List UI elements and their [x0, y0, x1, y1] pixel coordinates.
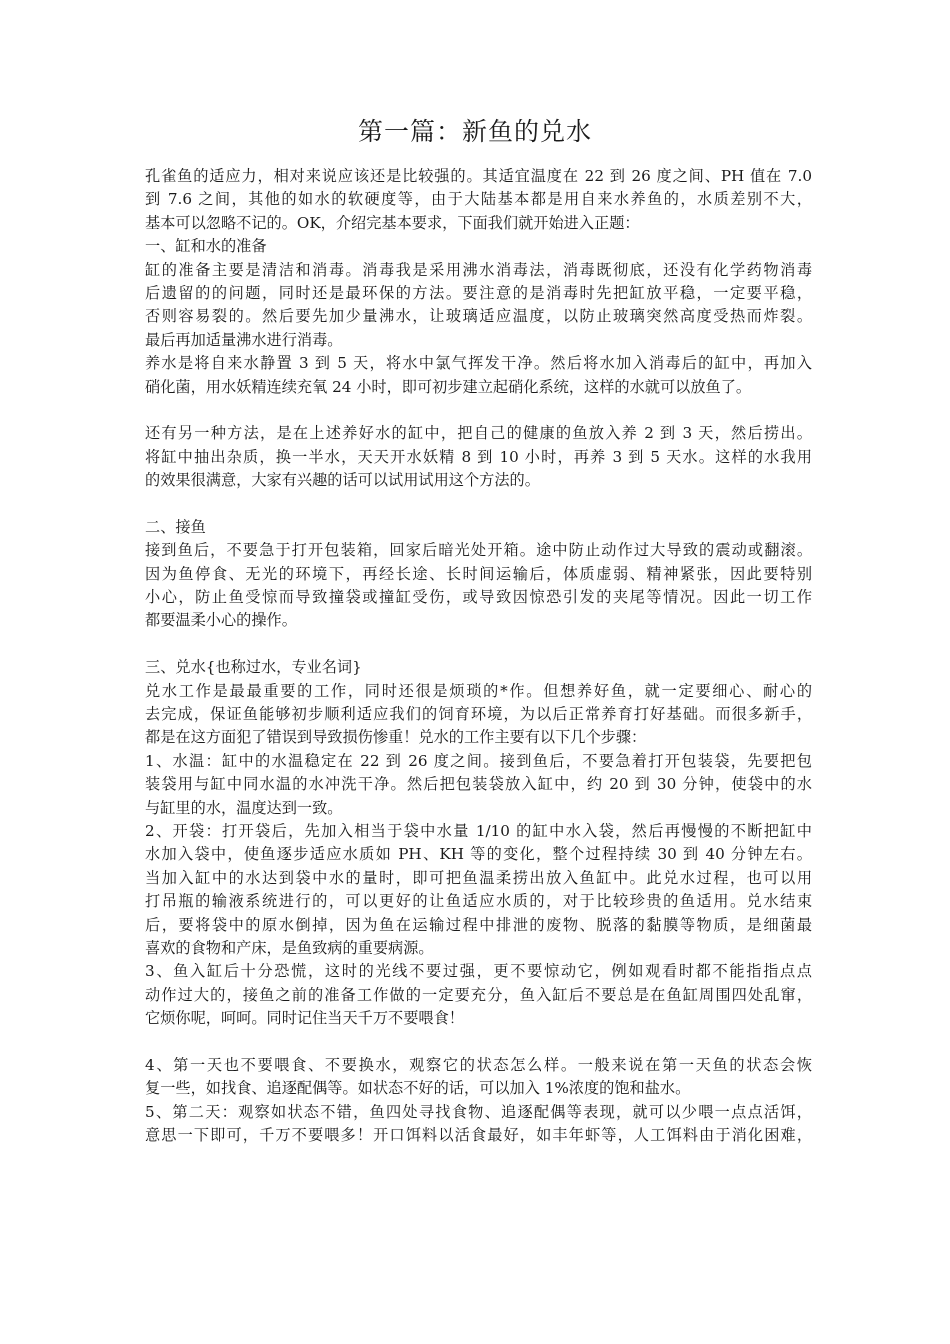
text-line: 喜欢的食物和产床，是鱼致病的重要病源。 — [145, 938, 434, 957]
text-line: 否则容易裂的。然后要先加少量沸水，让玻璃适应温度，以防止玻璃突然高度受热而炸裂。 — [145, 307, 812, 326]
text-line: 后遗留的的问题，同时还是最环保的方法。要注意的是消毒时先把缸放平稳，一定要平稳， — [145, 283, 812, 302]
text-line: 动作过大的，接鱼之前的准备工作做的一定要充分，鱼入缸后不要总是在鱼缸周围四处乱窜， — [145, 985, 812, 1004]
text-line: 接到鱼后，不要急于打开包装箱，回家后暗光处开箱。途中防止动作过大导致的震动或翻滚。 — [145, 541, 812, 560]
text-line: 意思一下即可，千万不要喂多！开口饵料以活食最好，如丰年虾等，人工饵料由于消化困难， — [145, 1126, 812, 1145]
text-line: 水加入袋中，使鱼逐步适应水质如 PH、KH 等的变化，整个过程持续 30 到 40 分钟左右。 — [145, 845, 812, 864]
text-line: 2、开袋：打开袋后，先加入相当于袋中水量 1/10 的缸中水入袋，然后再慢慢的不断把缸中 — [145, 821, 812, 840]
text-line: 复一些，如找食、追逐配偶等。如状态不好的话，可以加入 1%浓度的饱和盐水。 — [145, 1079, 691, 1098]
text-line: 硝化菌，用水妖精连续充氧 24 小时，即可初步建立起硝化系统，这样的水就可以放鱼了。 — [145, 377, 752, 396]
text-line: 3、鱼入缸后十分恐慌，这时的光线不要过强，更不要惊动它，例如观看时都不能指指点点 — [145, 962, 812, 981]
text-line: 1、水温：缸中的水温稳定在 22 到 26 度之间。接到鱼后，不要急着打开包装袋，先要把包 — [145, 751, 812, 770]
text-line: 当加入缸中的水达到袋中水的量时，即可把鱼温柔捞出放入鱼缸中。此兑水过程，也可以用 — [145, 868, 812, 887]
text-line: 都要温柔小心的操作。 — [145, 611, 297, 630]
text-line: 缸的准备主要是清洁和消毒。消毒我是采用沸水消毒法，消毒既彻底，还没有化学药物消毒 — [145, 260, 812, 279]
text-line: 5、第二天：观察如状态不错，鱼四处寻找食物、追逐配偶等表现，就可以少喂一点点活饵， — [145, 1102, 812, 1121]
text-line: 打吊瓶的输液系统进行的，可以更好的让鱼适应水质的，对于比较珍贵的鱼适用。兑水结束 — [145, 892, 812, 911]
text-line: 将缸中抽出杂质，换一半水，天天开水妖精 8 到 10 小时，再养 3 到 5 天水。这样的水我用 — [145, 447, 812, 466]
blank-line — [145, 633, 812, 656]
text-line: 三、兑水{也称过水，专业名词} — [145, 658, 362, 677]
text-line: 都是在这方面犯了错误到导致损伤惨重！兑水的工作主要有以下几个步骤： — [145, 728, 647, 747]
text-line: 到 7.6 之间，其他的如水的软硬度等，由于大陆基本都是用自来水养鱼的，水质差别不大， — [145, 190, 812, 209]
document-title: 第一篇：新鱼的兑水 — [357, 117, 592, 146]
text-line: 装袋用与缸中同水温的水冲洗干净。然后把包装袋放入缸中，约 20 到 30 分钟，使袋中的水 — [145, 775, 812, 794]
text-line: 去完成，保证鱼能够初步顺利适应我们的饲育环境，为以后正常养育打好基础。而很多新手， — [145, 704, 812, 723]
text-line: 小心，防止鱼受惊而导致撞袋或撞缸受伤，或导致因惊恐引发的夹尾等情况。因此一切工作 — [145, 588, 812, 607]
text-line: 二、接鱼 — [145, 517, 206, 536]
text-line: 的效果很满意，大家有兴趣的话可以试用试用这个方法的。 — [145, 471, 540, 490]
blank-line — [145, 399, 812, 422]
text-line: 一、缸和水的准备 — [145, 237, 267, 256]
text-line: 它烦你呢，呵呵。同时记住当天千万不要喂食！ — [145, 1009, 464, 1028]
text-line: 4、第一天也不要喂食、不要换水，观察它的状态怎么样。一般来说在第一天鱼的状态会恢 — [145, 1055, 812, 1074]
text-line: 因为鱼停食、无光的环境下，再经长途、长时间运输后，体质虚弱、精神紧张，因此要特别 — [145, 564, 812, 583]
blank-line — [145, 492, 812, 515]
text-line: 最后再加适量沸水进行消毒。 — [145, 330, 343, 349]
text-line: 基本可以忽略不记的。OK，介绍完基本要求，下面我们就开始进入正题： — [145, 213, 640, 232]
text-line: 兑水工作是最最重要的工作，同时还很是烦琐的*作。但想养好鱼，就一定要细心、耐心的 — [145, 681, 812, 700]
text-line: 养水是将自来水静置 3 到 5 天，将水中氯气挥发干净。然后将水加入消毒后的缸中，再加入 — [145, 354, 812, 373]
text-line: 还有另一种方法，是在上述养好水的缸中，把自己的健康的鱼放入养 2 到 3 天，然后捞出。 — [145, 424, 812, 443]
blank-line — [145, 1030, 812, 1053]
text-line: 孔雀鱼的适应力，相对来说应该还是比较强的。其适宜温度在 22 到 26 度之间、PH 值在 7.0 — [145, 167, 812, 185]
text-line: 后，要将袋中的原水倒掉，因为鱼在运输过程中排泄的废物、脱落的黏膜等物质，是细菌最 — [145, 915, 812, 934]
document-body — [145, 165, 812, 1147]
text-line: 与缸里的水，温度达到一致。 — [145, 798, 343, 817]
